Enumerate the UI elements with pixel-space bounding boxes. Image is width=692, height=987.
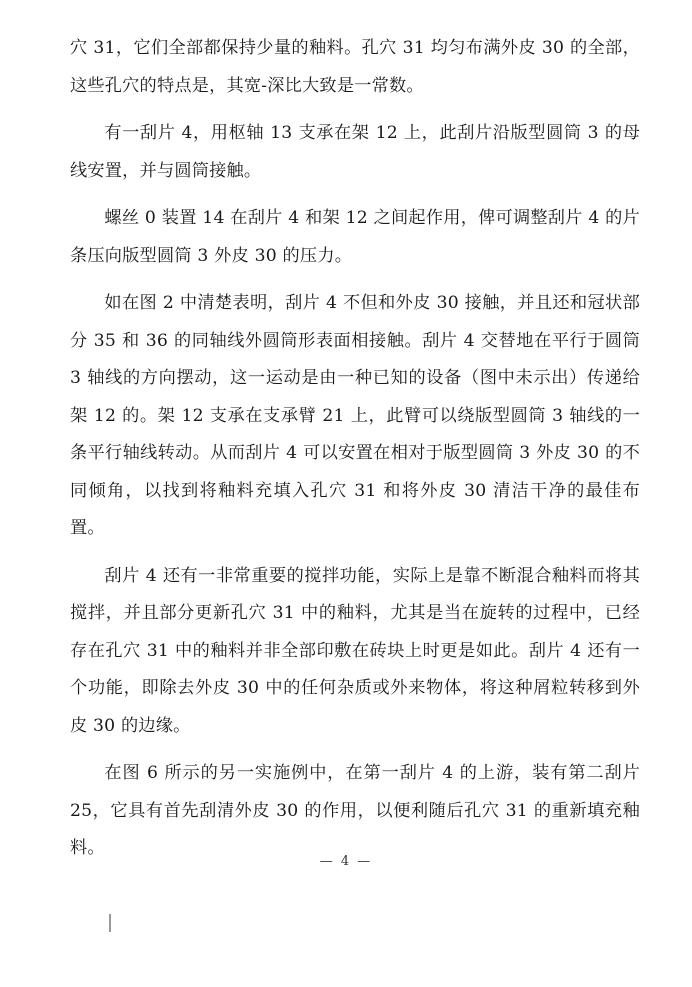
paragraph-1: 穴 31，它们全部都保持少量的釉料。孔穴 31 均匀布满外皮 30 的全部，这些孔穴的特点是，其宽-深比大致是一常数。	[70, 38, 640, 96]
scan-mark	[109, 914, 111, 932]
paragraph-6: 在图 6 所示的另一实施例中，在第一刮片 4 的上游，装有第二刮片 25，它具有首先刮清外皮 30 的作用，以便利随后孔穴 31 的重新填充釉料。	[70, 763, 640, 858]
page-number: — 4 —	[319, 854, 373, 869]
paragraph-5: 刮片 4 还有一非常重要的搅拌功能，实际上是靠不断混合釉料而将其搅拌，并且部分更新孔穴 31 中的釉料，尤其是当在旋转的过程中，已经存在孔穴 31 中的釉料并非全部印敷在砖块上时更是如此。刮片 4 还有一个功能，即除去外皮 30 中的任何杂质或外来物体，将这种屑粒转移到外皮 30 的边缘。	[70, 565, 640, 736]
paragraph-3: 螺丝 0 装置 14 在刮片 4 和架 12 之间起作用，俾可调整刮片 4 的片条压向版型圆筒 3 外皮 30 的压力。	[70, 208, 640, 266]
body-text	[70, 30, 640, 868]
paragraph-2: 有一刮片 4，用枢轴 13 支承在架 12 上，此刮片沿版型圆筒 3 的母线安置，并与圆筒接触。	[70, 123, 640, 181]
paragraph-4: 如在图 2 中清楚表明，刮片 4 不但和外皮 30 接触，并且还和冠状部分 35 和 36 的同轴线外圆筒形表面相接触。刮片 4 交替地在平行于圆筒 3 轴线的方向摆动，这一运动是由一种已知的设备（图中未示出）传递给架 12 的。架 12 支承在支承臂 21 上，此臂可以绕版型圆筒 3 轴线的一条平行轴线转动。从而刮片 4 可以安置在相对于版型圆筒 3 外皮 30 的不同倾角，以找到将釉料充填入孔穴 31 和将外皮 30 清洁干净的最佳布置。	[70, 293, 640, 538]
